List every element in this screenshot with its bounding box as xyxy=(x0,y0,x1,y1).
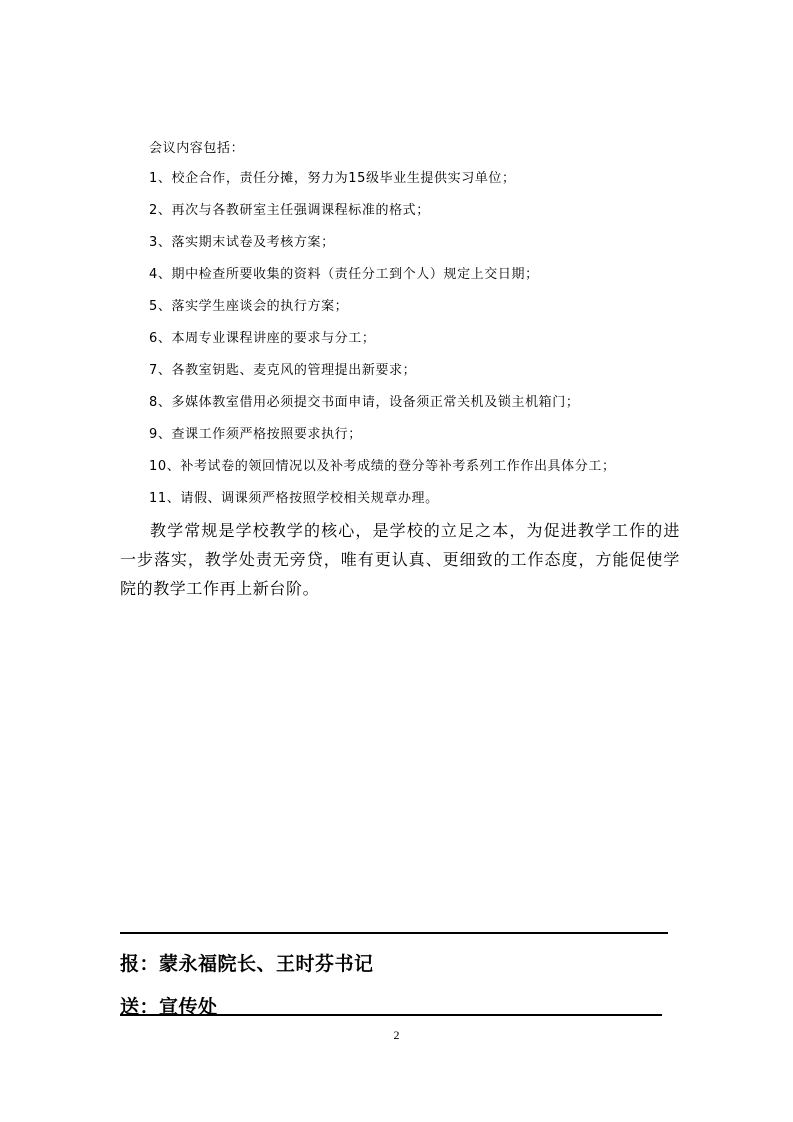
footer-divider xyxy=(120,932,668,934)
report-to-line: 报：蒙永福院长、王时芬书记 xyxy=(120,953,374,975)
list-item: 11、请假、调课须严格按照学校相关规章办理。 xyxy=(149,491,439,506)
list-item: 6、本周专业课程讲座的要求与分工； xyxy=(149,331,376,346)
page-number: 2 xyxy=(393,1028,400,1042)
summary-paragraph: 教学常规是学校教学的核心，是学校的立足之本，为促进教学工作的进一步落实，教学处责无旁贷，唯有更认真、更细致的工作态度，方能促使学院的教学工作再上新台阶。 xyxy=(120,521,680,598)
meeting-items-list xyxy=(149,169,616,521)
list-item: 8、多媒体教室借用必须提交书面申请，设备须正常关机及锁主机箱门； xyxy=(149,395,580,410)
list-item: 3、落实期末试卷及考核方案； xyxy=(149,235,335,250)
list-item: 7、各教室钥匙、麦克风的管理提出新要求； xyxy=(149,363,417,378)
meeting-content-intro: 会议内容包括： xyxy=(149,141,245,156)
list-item: 4、期中检查所要收集的资料（责任分工到个人）规定上交日期； xyxy=(149,267,539,282)
list-item: 10、补考试卷的领回情况以及补考成绩的登分等补考系列工作作出具体分工； xyxy=(149,459,616,474)
send-to-line: 送：宣传处 xyxy=(120,992,662,1016)
list-item: 2、再次与各教研室主任强调课程标准的格式； xyxy=(149,203,430,218)
list-item: 1、校企合作，责任分摊，努力为15级毕业生提供实习单位； xyxy=(149,171,516,186)
list-item: 9、查课工作须严格按照要求执行； xyxy=(149,427,362,442)
list-item: 5、落实学生座谈会的执行方案； xyxy=(149,299,349,314)
